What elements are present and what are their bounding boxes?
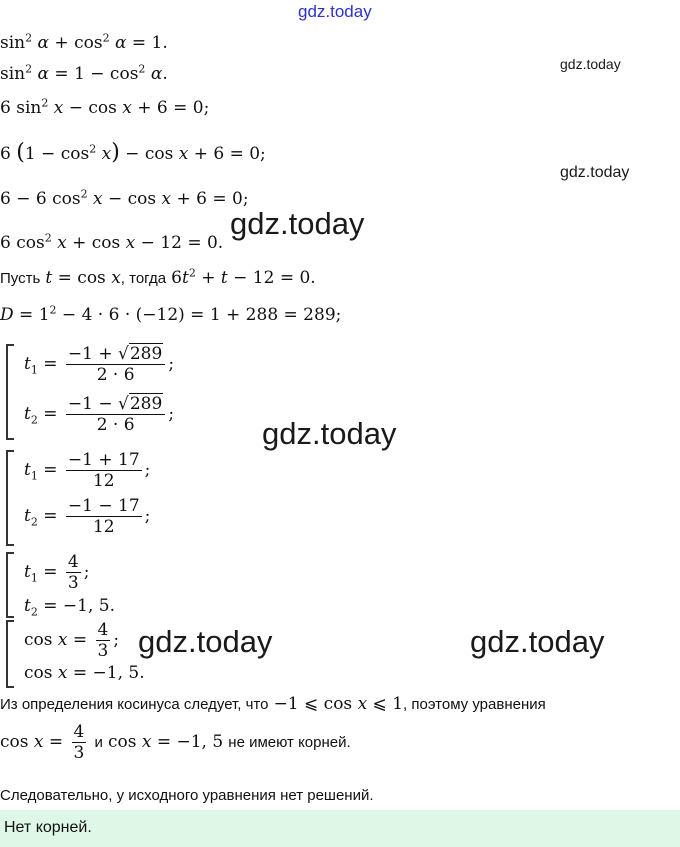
answer-text: Нет корней. xyxy=(4,819,92,836)
and-text: и xyxy=(94,734,103,751)
equation-sin-square: $\sin^2 \alpha = 1 - \cos^2 \alpha$. xyxy=(0,62,168,84)
root-t2-formula: $t_2$ = $\frac{-1 - √289}{2 \cdot 6}$ ; xyxy=(24,394,175,435)
substitution-then: , тогда xyxy=(120,270,167,287)
watermark-small: gdz.today xyxy=(560,164,630,181)
cos-value-2: cos x = −1, 5. xyxy=(24,663,145,683)
discriminant: $D = 1^2 - 4 \cdot 6 \cdot (-12) = 1 + 288 = 289$; xyxy=(0,303,342,325)
system-bracket xyxy=(6,450,14,546)
root-t1-value: $t_1$ = $\frac{4}{3}$ ; xyxy=(24,552,90,593)
substitution-label: Пусть xyxy=(0,270,41,287)
cos-value-1: cos x = $\frac{4}{3}$ ; xyxy=(24,620,120,661)
watermark-big: gdz.today xyxy=(470,624,605,659)
cosine-range-note: Из определения косинуса следует, что −1 ⩽ cos x ⩽ 1, поэтому уравнения xyxy=(0,694,546,714)
no-roots-text: не имеют корней. xyxy=(228,734,351,751)
root-t1-formula: $t_1$ = $\frac{-1 + √289}{2 \cdot 6}$ ; xyxy=(24,344,175,385)
root-t1-numeric: $t_1$ = $\frac{-1 + 17}{12}$ ; xyxy=(24,450,151,491)
root-t2-numeric: $t_2$ = $\frac{-1 - 17}{12}$ ; xyxy=(24,496,151,537)
substitution-line: Пусть t = cos x, тогда $6t^2 + t - 12 = 0$. xyxy=(0,266,316,288)
watermark-big: gdz.today xyxy=(138,624,273,659)
equation-quadratic: 6 $\cos^2 x + \cos x - 12 = 0$. xyxy=(0,231,224,253)
root-t2-value: $t_2 = -1$, 5. xyxy=(24,596,115,619)
equation-original: 6 $\sin^2 x - \cos x + 6 = 0$; xyxy=(0,96,210,118)
therefore-text: Следовательно, у исходного уравнения нет решений. xyxy=(0,787,374,804)
equation-identity: $\sin^2 \alpha + \cos^2 \alpha = 1$. xyxy=(0,31,168,53)
system-bracket xyxy=(6,552,14,618)
no-roots-line: cos x = $\frac{4}{3}$ и cos x = −1, 5 не имеют корней. xyxy=(0,722,351,763)
equation-expanded: 6 − 6 $\cos^2 x - \cos x + 6 = 0$; xyxy=(0,187,249,209)
watermark-big: gdz.today xyxy=(262,416,397,451)
equation-substituted: 6 $(1 - \cos^2 x) - \cos x + 6 = 0$; xyxy=(0,140,266,165)
watermark-top: gdz.today xyxy=(298,2,372,21)
conclusion-text-2: , поэтому уравнения xyxy=(403,696,546,713)
watermark-small: gdz.today xyxy=(560,56,621,72)
watermark-big: gdz.today xyxy=(230,206,365,241)
conclusion-text-1: Из определения косинуса следует, что xyxy=(0,696,269,713)
answer-box xyxy=(0,810,680,847)
system-bracket xyxy=(6,620,14,688)
system-bracket xyxy=(6,344,14,440)
